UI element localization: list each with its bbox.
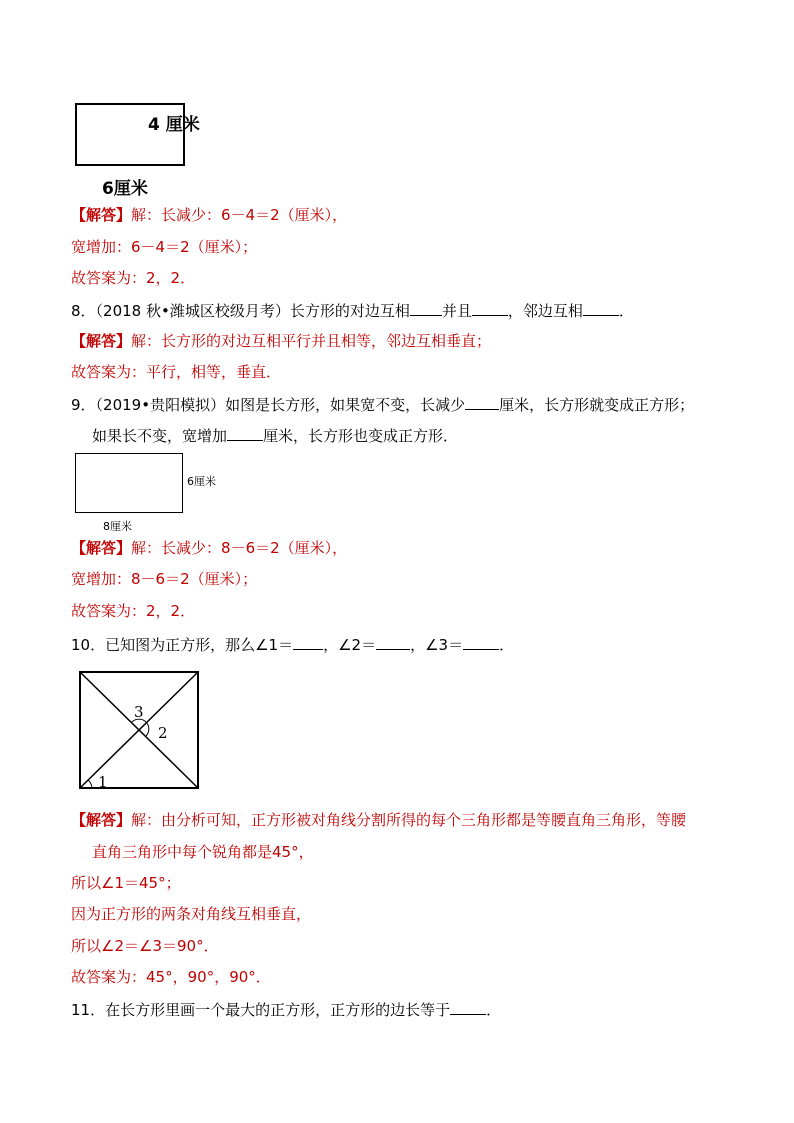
q8-final-answer: 故答案为：平行，相等，垂直． [71,363,282,381]
angle-3-label: 3 [134,703,144,721]
q10-answer-line-3: 所以∠1＝45°； [71,874,181,892]
q8-question: 8．（2018 秋•潍城区校级月考）长方形的对边互相 并且 ，邻边互相 ． [71,302,634,320]
angle-1-label: 1 [98,773,108,791]
q8-blank-1 [410,300,442,316]
q9-blank-2 [227,425,263,441]
q8-blank-2 [472,300,508,316]
q7-answer-line-1: 【解答】解：长减少：6－4＝2（厘米）， [71,206,348,224]
q10-answer-line-4: 因为正方形的两条对角线互相垂直， [71,905,312,923]
q9-answer-line-1: 【解答】解：长减少：8－6＝2（厘米）， [71,539,348,557]
q9-final-answer: 故答案为：2，2． [71,602,196,620]
q8-blank-3 [583,300,619,316]
q10-question: 10．已知图为正方形，那么∠1＝ ，∠2＝ ，∠3＝ ． [71,636,515,654]
fig1-length-label: 6厘米 [102,179,148,199]
q9-answer-line-2: 宽增加：8－6＝2（厘米）； [71,570,258,588]
square-diagonals-figure [78,670,200,792]
q10-blank-3 [463,634,499,650]
q9-question-line-1: 9．（2019•贵阳模拟）如图是长方形，如果宽不变，长减少 厘米，长方形就变成正方形； [71,396,695,414]
q10-final-answer: 故答案为：45°，90°，90°． [71,968,271,986]
rectangle-figure-2 [75,453,183,513]
q10-blank-2 [376,634,410,650]
q9-question-line-2: 如果长不变，宽增加 厘米，长方形也变成正方形． [92,427,459,445]
fig2-width-label: 6厘米 [187,475,216,488]
q8-answer: 【解答】解：长方形的对边互相平行并且相等，邻边互相垂直； [71,332,492,350]
angle-1-arc [88,780,92,788]
q10-answer-line-5: 所以∠2＝∠3＝90°． [71,937,219,955]
fig1-width-label: 4 厘米 [148,115,200,135]
q11-question: 11．在长方形里画一个最大的正方形，正方形的边长等于 ． [71,1001,502,1019]
q10-answer-line-1: 【解答】解：由分析可知，正方形被对角线分割所得的每个三角形都是等腰直角三角形，等腰 [71,811,687,829]
fig2-length-label: 8厘米 [103,520,132,533]
q7-final-answer: 故答案为：2，2． [71,269,196,287]
angle-2-arc [146,722,149,736]
q9-blank-1 [465,394,499,410]
q10-blank-1 [293,634,323,650]
q10-answer-line-2: 直角三角形中每个锐角都是45°， [92,843,314,861]
q11-blank [450,999,486,1015]
q7-answer-line-2: 宽增加：6－4＝2（厘米）； [71,238,258,256]
angle-2-label: 2 [158,724,168,742]
